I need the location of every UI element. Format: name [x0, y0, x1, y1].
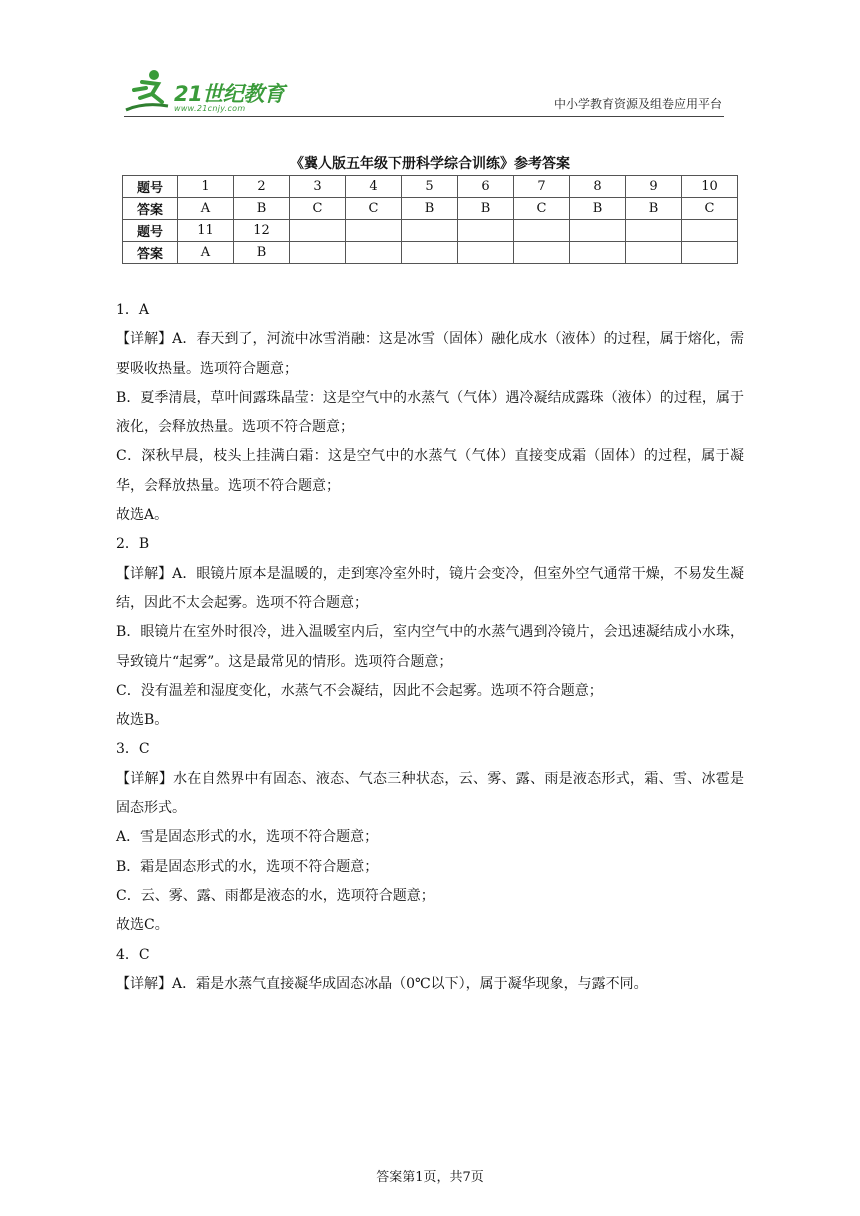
paragraph: 【详解】A．眼镜片原本是温暖的，走到寒冷室外时，镜片会变冷，但室外空气通常干燥，不易发生凝结，因此不太会起雾。选项不符合题意；	[116, 565, 744, 611]
table-cell	[458, 220, 514, 242]
table-cell	[514, 220, 570, 242]
paragraph: 故选C。	[116, 917, 169, 934]
paragraph: 1．A	[116, 302, 150, 318]
table-cell: B	[626, 198, 682, 220]
logo-url: www.21cnjy.com	[174, 104, 246, 113]
table-cell: B	[402, 198, 458, 220]
table-cell: B	[458, 198, 514, 220]
table-cell	[514, 242, 570, 264]
table-cell: 9	[626, 176, 682, 198]
table-cell: 12	[234, 220, 290, 242]
table-cell: C	[290, 198, 346, 220]
table-cell: 11	[178, 220, 234, 242]
paragraph: 【详解】A．霜是水蒸气直接凝华成固态冰晶（0℃以下），属于凝华现象，与露不同。	[116, 975, 648, 992]
table-cell: A	[178, 198, 234, 220]
table-cell: B	[234, 242, 290, 264]
table-cell: 7	[514, 176, 570, 198]
paragraph: 故选A。	[116, 507, 169, 524]
table-row	[123, 176, 738, 198]
table-cell	[682, 242, 738, 264]
table-cell: 3	[290, 176, 346, 198]
page-header	[124, 64, 724, 117]
table-cell	[682, 220, 738, 242]
table-cell: C	[346, 198, 402, 220]
table-header-cell: 题号	[123, 176, 178, 198]
platform-name: 中小学教育资源及组卷应用平台	[553, 97, 722, 111]
logo-text: 21世纪教育	[174, 82, 285, 106]
table-row	[123, 198, 738, 220]
table-header-cell: 题号	[123, 220, 178, 242]
table-cell: 8	[570, 176, 626, 198]
paragraph: C．没有温差和湿度变化，水蒸气不会凝结，因此不会起雾。选项不符合题意；	[116, 682, 603, 699]
explanation-content	[116, 296, 744, 999]
table-cell: A	[178, 242, 234, 264]
table-cell: 1	[178, 176, 234, 198]
paragraph: B．夏季清晨，草叶间露珠晶莹：这是空气中的水蒸气（气体）遇冷凝结成露珠（液体）的过程，属于液化，会释放热量。选项不符合题意；	[116, 389, 744, 436]
table-cell	[402, 220, 458, 242]
paragraph: 3．C	[116, 741, 150, 758]
table-cell	[570, 242, 626, 264]
paragraph: B．霜是固态形式的水，选项不符合题意；	[116, 858, 379, 875]
paragraph: 【详解】水在自然界中有固态、液态、气态三种状态，云、雾、露、雨是液态形式，霜、雪、冰雹是固态形式。	[116, 770, 744, 817]
table-cell: B	[234, 198, 290, 220]
table-cell	[458, 242, 514, 264]
table-cell	[346, 242, 402, 264]
runner-logo-icon	[124, 68, 172, 112]
table-cell: C	[682, 198, 738, 220]
paragraph: 2．B	[116, 536, 150, 553]
table-cell	[402, 242, 458, 264]
table-cell: 6	[458, 176, 514, 198]
table-cell: C	[514, 198, 570, 220]
paragraph: C．深秋早晨，枝头上挂满白霜：这是空气中的水蒸气（气体）直接变成霜（固体）的过程，属于凝华，会释放热量。选项不符合题意；	[116, 448, 744, 494]
table-cell	[626, 220, 682, 242]
table-row	[123, 220, 738, 242]
paragraph: C．云、雾、露、雨都是液态的水，选项符合题意；	[116, 887, 435, 904]
logo	[124, 68, 294, 114]
paragraph: 【详解】A．春天到了，河流中冰雪消融：这是冰雪（固体）融化成水（液体）的过程，属于熔化，需要吸收热量。选项符合题意；	[116, 331, 744, 377]
table-cell: 4	[346, 176, 402, 198]
paragraph: A．雪是固态形式的水，选项不符合题意；	[116, 829, 379, 846]
table-cell: 10	[682, 176, 738, 198]
table-cell	[290, 242, 346, 264]
table-cell: B	[570, 198, 626, 220]
table-header-cell: 答案	[123, 242, 178, 264]
paragraph: 故选B。	[116, 712, 169, 729]
paragraph: 4．C	[116, 946, 150, 963]
table-cell: 5	[402, 176, 458, 198]
page-title: 《冀人版五年级下册科学综合训练》参考答案	[290, 156, 570, 172]
table-cell	[346, 220, 402, 242]
table-cell	[570, 220, 626, 242]
table-cell: 2	[234, 176, 290, 198]
paragraph: B．眼镜片在室外时很冷，进入温暖室内后，室内空气中的水蒸气遇到冷镜片，会迅速凝结成小水珠，导致镜片“起雾”。这是最常见的情形。选项符合题意；	[116, 624, 744, 670]
table-cell	[290, 220, 346, 242]
table-cell	[626, 242, 682, 264]
table-header-cell: 答案	[123, 198, 178, 220]
answer-table	[122, 175, 738, 264]
page-footer: 答案第1页，共7页	[376, 1170, 484, 1185]
table-row	[123, 242, 738, 264]
